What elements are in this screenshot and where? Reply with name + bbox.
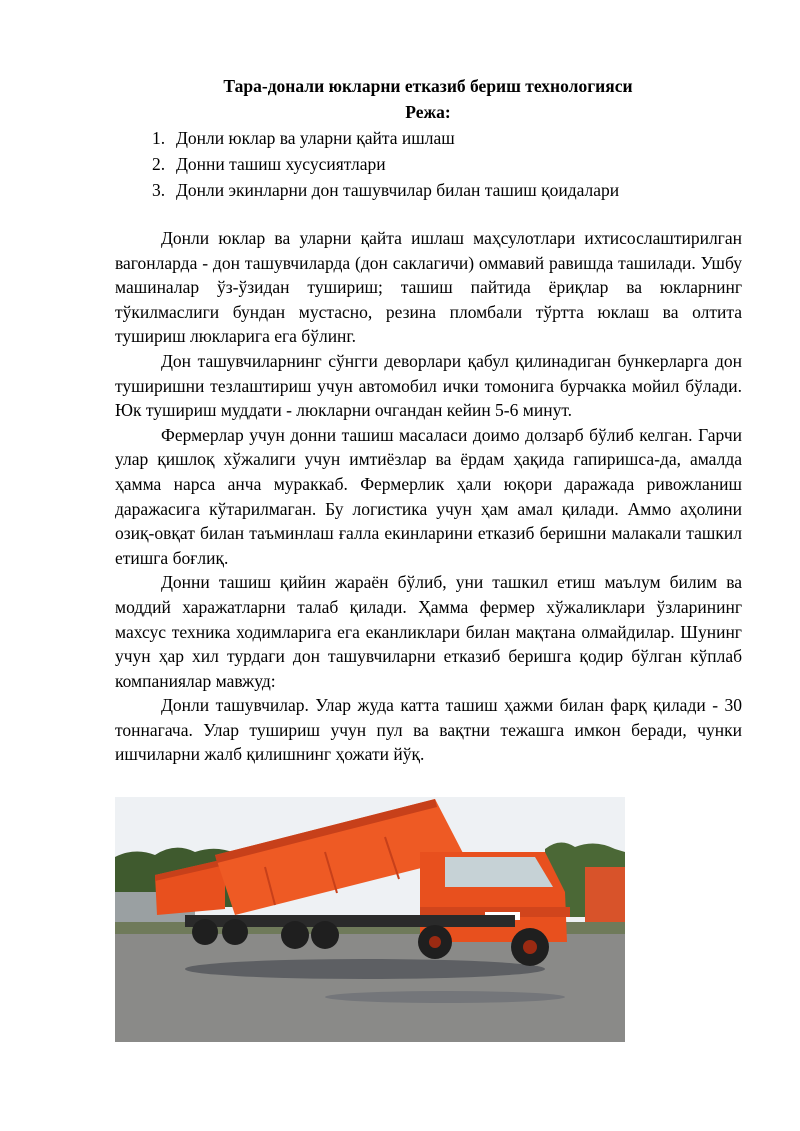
plan-item: [152, 177, 619, 203]
plan-heading: Режа:: [405, 102, 451, 122]
plan-item-text: Донни ташиш хусусиятлари: [176, 154, 386, 174]
paragraph: Фермерлар учун донни ташиш масаласи доимо долзарб бўлиб келган. Гарчи улар қишлоқ хўжалиги учун имтиёзлар ва ёрдам ҳақида гапиришса-да, амалда ҳамма нарса анча мураккаб. Фермерлик ҳали юқори даражада ривожланиш даражасига кўтарилмаган. Бу логистика учун ҳам амал қилади. Аммо аҳолини озиқ-овқат билан таъминлаш ғалла екинларини етказиб беришни малакали ташкил етишга боғлиқ.: [115, 424, 742, 568]
paragraph: Донли ташувчилар. Улар жуда катта ташиш ҳажми билан фарқ қилади - 30 тоннагача. Улар тушириш учун пул ва вақтни тежашга имкон беради, чунки ишчиларни жалб қилишнинг ҳожати йўқ.: [115, 695, 742, 765]
plan-item-number: 3.: [152, 180, 166, 200]
plan-item-text: Донли юклар ва уларни қайта ишлаш: [176, 128, 455, 148]
plan-item-number: 2.: [152, 154, 166, 174]
plan-item-number: 1.: [152, 128, 166, 148]
truck-photo: [115, 797, 625, 1042]
paragraph: Донни ташиш қийин жараён бўлиб, уни ташкил етиш маълум билим ва моддий харажатларни талаб қилади. Ҳамма фермер хўжаликлари ўзларининг махсус техника ходимларига ега еканликлари билан мақтана олмайдилар. Шунинг учун ҳар хил турдаги дон ташувчиларни етказиб беришга қодир бўлган кўплаб компаниялар мавжуд:: [115, 572, 742, 691]
document-title: Тара-донали юкларни етказиб бериш технологияси: [223, 76, 633, 96]
paragraph: Донли юклар ва уларни қайта ишлаш маҳсулотлари ихтисослаштирилган вагонларда - дон ташувчиларда (дон саклагичи) оммавий равишда ташилади. Ушбу машиналар ўз-ўзидан тушириш; ташиш пайтида ёриқлар ва юкларнинг тўкилмаслиги бундан мустасно, резина пломбали тўртта юклаш ва олтита тушириш люкларига ега бўлинг.: [115, 228, 742, 347]
paragraph: Дон ташувчиларнинг сўнгги деворлари қабул қилинадиган бункерларга дон туширишни тезлаштириш учун автомобил ички томонига бурчакка мойил бўлади. Юк тушириш муддати - люкларни очгандан кейин 5-6 минут.: [115, 350, 742, 421]
plan-item-text: Донли экинларни дон ташувчилар билан ташиш қоидалари: [176, 180, 620, 200]
body-text: [115, 226, 742, 767]
plan-list: [152, 125, 619, 203]
plan-item: [152, 125, 619, 151]
plan-item: [152, 151, 619, 177]
